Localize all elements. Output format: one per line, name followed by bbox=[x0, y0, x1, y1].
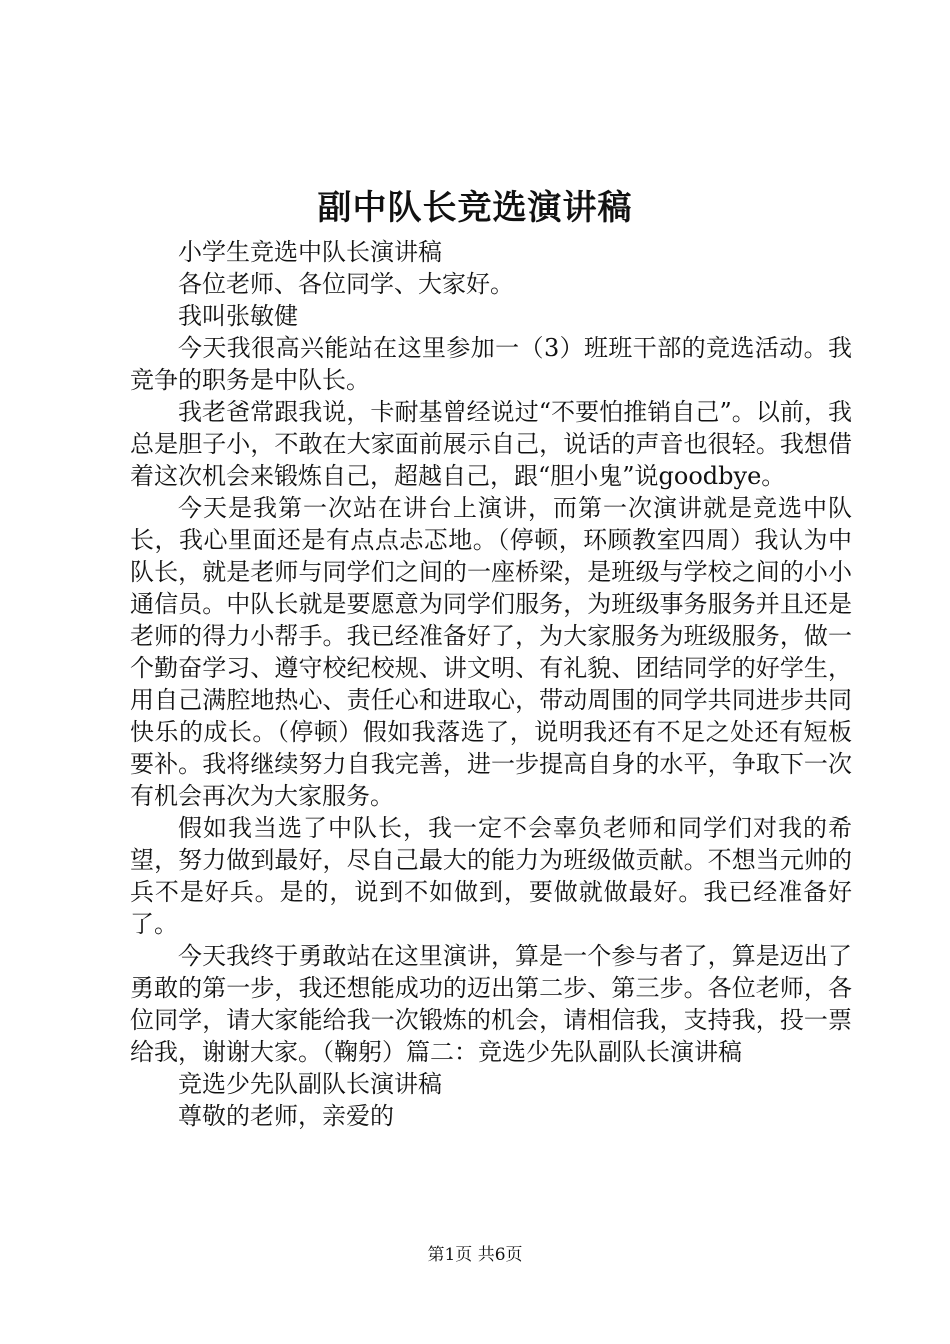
paragraph: 今天我很高兴能站在这里参加一（3）班班干部的竞选活动。我竞争的职务是中队长。 bbox=[130, 334, 852, 394]
paragraph: 我老爸常跟我说，卡耐基曾经说过“不要怕推销自己”。以前，我总是胆子小，不敢在大家面前展示自己，说话的声音也很轻。我想借着这次机会来锻炼自己，超越自己，跟“胆小鬼”说goodbye。 bbox=[130, 398, 852, 490]
paragraph: 我叫张敏健 bbox=[178, 302, 298, 330]
paragraph: 尊敬的老师，亲爱的 bbox=[178, 1102, 394, 1130]
paragraph: 竞选少先队副队长演讲稿 bbox=[178, 1070, 442, 1098]
paragraph: 今天是我第一次站在讲台上演讲，而第一次演讲就是竞选中队长，我心里面还是有点点忐忑地。（停顿，环顾教室四周）我认为中队长，就是老师与同学们之间的一座桥梁，是班级与学校之间的小小通信员。中队长就是要愿意为同学们服务，为班级事务服务并且还是老师的得力小帮手。我已经准备好了，为大家服务为班级服务，做一个勤奋学习、遵守校纪校规、讲文明、有礼貌、团结同学的好学生，用自己满腔地热心、责任心和进取心，带动周围的同学共同进步共同快乐的成长。（停顿）假如我落选了，说明我还有不足之处还有短板要补。我将继续努力自我完善，进一步提高自身的水平，争取下一次有机会再次为大家服务。 bbox=[130, 494, 852, 810]
paragraph: 假如我当选了中队长，我一定不会辜负老师和同学们对我的希望，努力做到最好，尽自己最大的能力为班级做贡献。不想当元帅的兵不是好兵。是的，说到不如做到，要做就做最好。我已经准备好了。 bbox=[130, 814, 852, 938]
document-body bbox=[130, 236, 852, 1132]
document-title: 副中队长竞选演讲稿 bbox=[317, 188, 633, 228]
paragraph: 各位老师、各位同学、大家好。 bbox=[178, 270, 514, 298]
paragraph: 小学生竞选中队长演讲稿 bbox=[178, 238, 442, 266]
paragraph: 今天我终于勇敢站在这里演讲，算是一个参与者了，算是迈出了勇敢的第一步，我还想能成功的迈出第二步、第三步。各位老师，各位同学，请大家能给我一次锻炼的机会，请相信我，支持我，投一票给我，谢谢大家。（鞠躬）篇二：竞选少先队副队长演讲稿 bbox=[130, 942, 852, 1066]
page-number-footer: 第1页 共6页 bbox=[427, 1245, 523, 1265]
